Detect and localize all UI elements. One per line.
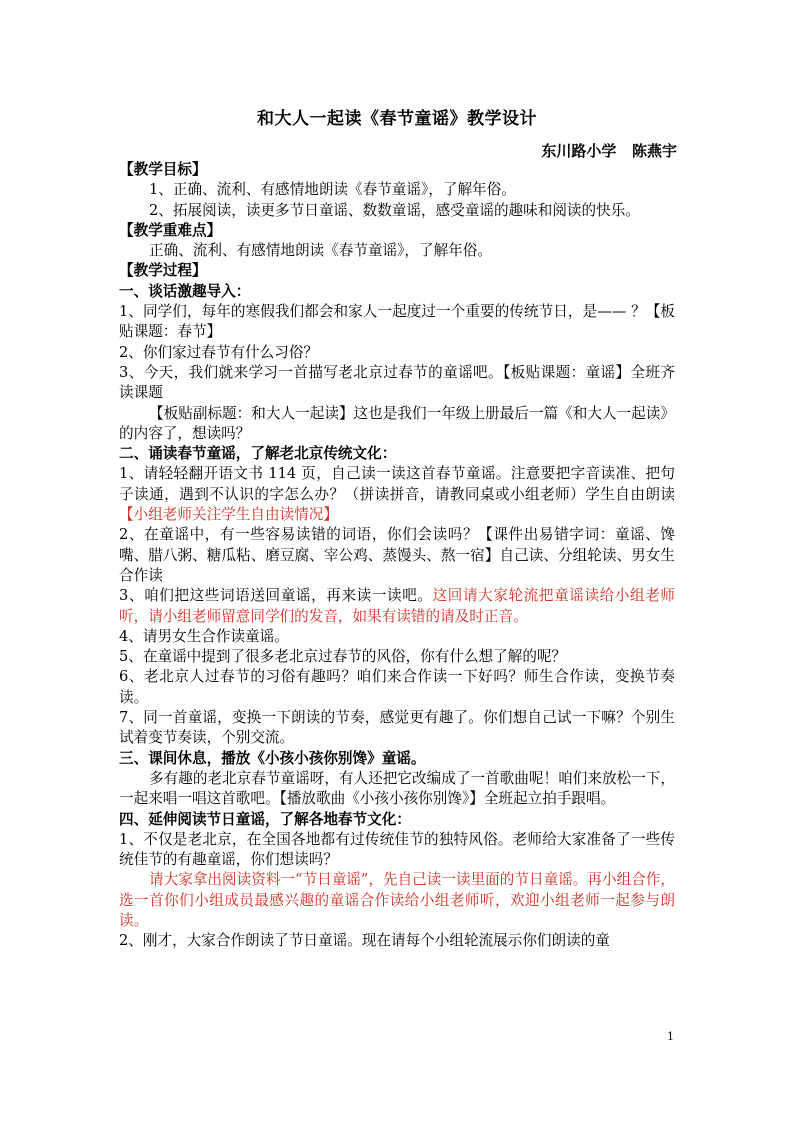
paragraph: 多有趣的老北京春节童谣呀，有人还把它改编成了一首歌曲呢！咱们来放松一下，一起来唱一唱这首歌吧。【播放歌曲《小孩小孩你别馋》】全班起立拍手跟唱。 — [119, 769, 675, 808]
section-header-goals: 【教学目标】 — [119, 161, 207, 178]
paragraph: 3、今天，我们就来学习一首描写老北京过春节的童谣吧。【板贴课题：童谣】全班齐读课题 — [119, 363, 675, 402]
paragraph — [119, 586, 675, 627]
teacher-note: 这回请大家轮流把童谣读给小组老师听，请小组老师留意同学们的发音，如果有读错的请及时正音。 — [119, 587, 675, 625]
teacher-note: 请大家拿出阅读资料一“节日童谣”，先自己读一读里面的节日童谣。再小组合作，选一首你们小组成员最感兴趣的童谣合作读给小组老师听，欢迎小组老师一起参与朗读。 — [119, 871, 675, 929]
section-header-process: 【教学过程】 — [119, 262, 207, 280]
section-title-1: 一、谈话激趣导入： — [119, 282, 251, 300]
document-title: 和大人一起读《春节童谣》教学设计 — [257, 109, 537, 129]
paragraph: 2、刚才，大家合作朗读了节日童谣。现在请每个小组轮流展示你们朗读的童 — [119, 932, 610, 950]
section-title-4: 四、延伸阅读节日童谣，了解各地春节文化： — [119, 810, 411, 828]
paragraph: 4、请男女生合作读童谣。 — [119, 627, 289, 645]
paragraph — [119, 464, 675, 525]
paragraph: 7、同一首童谣，变换一下朗读的节奏，感觉更有趣了。你们想自己试一下嘛？个别生试着变节奏读，个别交流。 — [119, 709, 675, 747]
paragraph: 5、在童谣中提到了很多老北京过春节的风俗，你有什么想了解的呢？ — [119, 648, 567, 666]
section-title-3: 三、课间休息，播放《小孩小孩你别馋》童谣。 — [119, 749, 426, 767]
author-line: 东川路小学 陈燕宇 — [541, 142, 677, 160]
page-number: 1 — [667, 1030, 674, 1043]
paragraph: 1、不仅是老北京，在全国各地都有过传统佳节的独特风俗。老师给大家准备了一些传统佳节的有趣童谣，你们想读吗？ — [119, 830, 675, 869]
goal-item: 2、拓展阅读，读更多节日童谣、数数童谣，感受童谣的趣味和阅读的快乐。 — [149, 201, 640, 219]
section-header-key-points: 【教学重难点】 — [119, 221, 222, 239]
teacher-note: 【小组老师关注学生自由读情况】 — [119, 506, 338, 524]
paragraph: 2、你们家过春节有什么习俗？ — [119, 343, 319, 361]
paragraph-text: 1、请轻轻翻开语文书 114 页，自己读一读这首春节童谣。注意要把字音读准、把句子读通，遇到不认识的字怎么办？（拼读拼音，请教同桌或小组老师）学生自由朗读 — [119, 465, 675, 503]
section-title-2: 二、诵读春节童谣，了解老北京传统文化： — [119, 445, 397, 463]
paragraph: 1、同学们，每年的寒假我们都会和家人一起度过一个重要的传统节日，是—— ？【板贴课题：春节】 — [119, 303, 675, 341]
paragraph: 6、老北京人过春节的习俗有趣吗？咱们来合作读一下好吗？师生合作读，变换节奏读。 — [119, 668, 675, 706]
paragraph-text: 3、咱们把这些词语送回童谣，再来读一读吧。 — [119, 587, 433, 605]
document-body — [119, 160, 675, 952]
key-point-item: 正确、流利、有感情地朗读《春节童谣》，了解年俗。 — [149, 242, 492, 260]
goal-item: 1、正确、流利、有感情地朗读《春节童谣》，了解年俗。 — [149, 181, 516, 199]
paragraph: 2、在童谣中，有一些容易读错的词语，你们会读吗？【课件出易错字词：童谣、馋嘴、腊八粥、糖瓜粘、磨豆腐、宰公鸡、蒸馒头、熬一宿】自己读、分组轮读、男女生合作读 — [119, 526, 675, 584]
paragraph: 【板贴副标题：和大人一起读】这也是我们一年级上册最后一篇《和大人一起读》的内容了，想读吗？ — [119, 404, 675, 442]
